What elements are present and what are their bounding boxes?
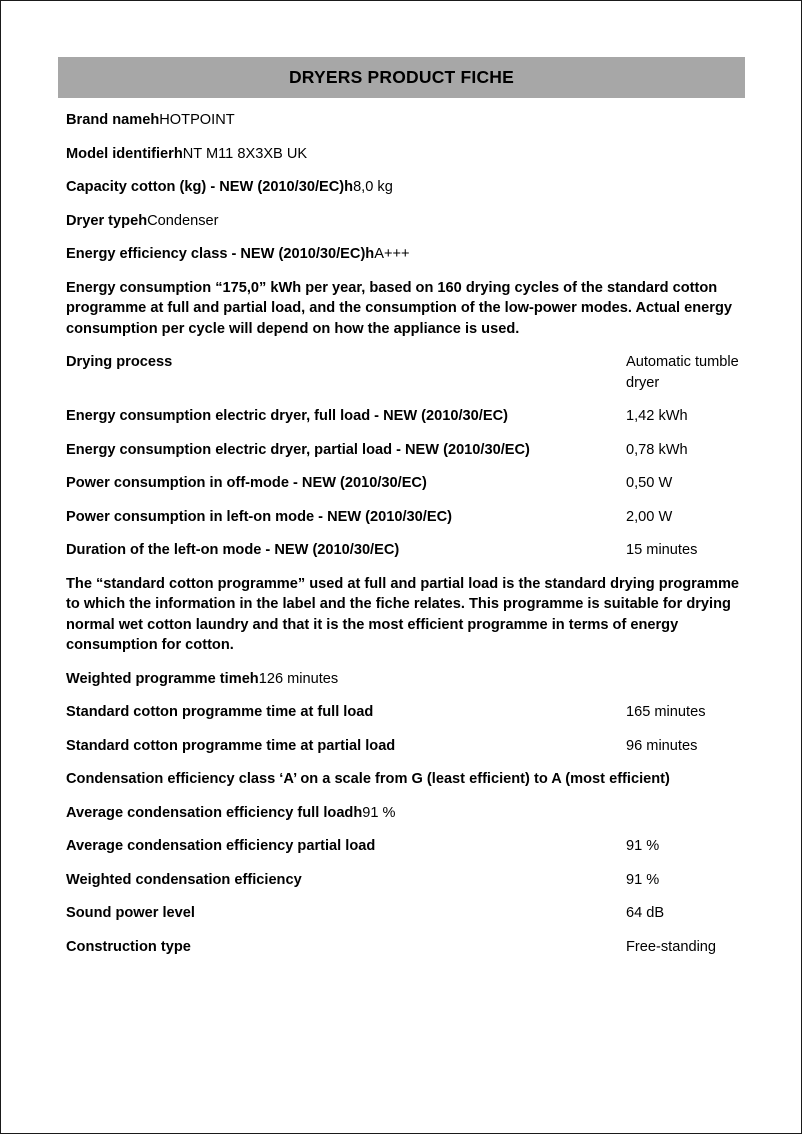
construction-type-label: Construction type xyxy=(66,938,191,955)
row-programme-time-partial-load xyxy=(66,736,744,757)
row-model-identifier xyxy=(66,144,744,165)
power-left-on-mode-label: Power consumption in left-on mode - NEW (2010/30/EC) xyxy=(66,508,452,525)
drying-process-value: Automatic tumble dryer xyxy=(626,354,739,391)
page-title: DRYERS PRODUCT FICHE xyxy=(288,67,515,87)
weighted-condensation-efficiency-label: Weighted condensation efficiency xyxy=(66,871,302,888)
programme-time-partial-load-value: 96 minutes xyxy=(626,737,698,754)
drying-process-label: Drying process xyxy=(66,354,173,370)
row-power-off-mode xyxy=(66,473,744,494)
weighted-programme-time-label: Weighted programme timeh xyxy=(66,670,259,687)
dryer-type-value: Condenser xyxy=(147,212,219,229)
energy-efficiency-class-value: A+++ xyxy=(374,246,410,262)
energy-consumption-partial-load-label: Energy consumption electric dryer, partial load - NEW (2010/30/EC) xyxy=(66,441,530,458)
fiche-content xyxy=(1,98,801,957)
row-construction-type xyxy=(66,937,744,958)
dryer-type-label: Dryer typeh xyxy=(66,212,148,229)
energy-consumption-full-load-label: Energy consumption electric dryer, full load - NEW (2010/30/EC) xyxy=(66,408,508,424)
capacity-cotton-value: 8,0 kg xyxy=(353,179,393,195)
condensation-efficiency-partial-load-value: 91 % xyxy=(626,838,660,854)
row-brand-name xyxy=(66,110,744,131)
row-weighted-condensation-efficiency xyxy=(66,870,744,891)
row-energy-consumption-partial-load xyxy=(66,440,744,461)
row-power-left-on-mode xyxy=(66,507,744,528)
sound-power-level-label: Sound power level xyxy=(66,905,195,921)
row-condensation-efficiency-full-load xyxy=(66,803,744,824)
row-weighted-programme-time xyxy=(66,669,744,690)
programme-time-full-load-label: Standard cotton programme time at full load xyxy=(66,704,374,720)
condensation-efficiency-class-paragraph: Condensation efficiency class ‘A’ on a scale from G (least efficient) to A (most efficient) xyxy=(66,771,670,787)
energy-efficiency-class-label: Energy efficiency class - NEW (2010/30/EC)h xyxy=(66,246,375,262)
row-drying-process xyxy=(66,352,744,393)
row-energy-consumption-full-load xyxy=(66,406,744,427)
brand-name-value: HOTPOINT xyxy=(159,112,235,128)
row-sound-power-level xyxy=(66,903,744,924)
programme-time-partial-load-label: Standard cotton programme time at partial load xyxy=(66,737,396,754)
energy-consumption-paragraph: Energy consumption “175,0” kWh per year, based on 160 drying cycles of the standard cotton programme at full and partial load, and the consumption of the low-power modes. Actual energy consumption per cycle will depend on how the appliance is used. xyxy=(66,279,732,337)
row-condensation-efficiency-partial-load xyxy=(66,836,744,857)
power-off-mode-value: 0,50 W xyxy=(626,475,673,491)
condensation-efficiency-partial-load-label: Average condensation efficiency partial load xyxy=(66,838,376,854)
condensation-efficiency-full-load-label: Average condensation efficiency full loadh xyxy=(66,804,363,821)
title-bar xyxy=(58,57,745,98)
energy-consumption-partial-load-value: 0,78 kWh xyxy=(626,441,688,458)
row-capacity-cotton xyxy=(66,177,744,198)
duration-left-on-mode-label: Duration of the left-on mode - NEW (2010/30/EC) xyxy=(66,542,400,558)
weighted-programme-time-value: 126 minutes xyxy=(258,670,339,687)
capacity-cotton-label: Capacity cotton (kg) - NEW (2010/30/EC)h xyxy=(66,179,354,195)
row-programme-time-full-load xyxy=(66,702,744,723)
programme-time-full-load-value: 165 minutes xyxy=(626,704,706,720)
duration-left-on-mode-value: 15 minutes xyxy=(626,542,698,558)
row-dryer-type xyxy=(66,211,744,232)
sound-power-level-value: 64 dB xyxy=(626,905,665,921)
power-left-on-mode-value: 2,00 W xyxy=(626,508,673,525)
row-duration-left-on-mode xyxy=(66,540,744,561)
energy-consumption-full-load-value: 1,42 kWh xyxy=(626,408,688,424)
power-off-mode-label: Power consumption in off-mode - NEW (2010/30/EC) xyxy=(66,475,427,491)
row-energy-efficiency-class xyxy=(66,244,744,265)
construction-type-value: Free-standing xyxy=(626,938,717,955)
model-identifier-value: NT M11 8X3XB UK xyxy=(182,145,308,162)
model-identifier-label: Model identifierh xyxy=(66,145,183,162)
brand-name-label: Brand nameh xyxy=(66,112,160,128)
condensation-efficiency-full-load-value: 91 % xyxy=(362,804,396,821)
weighted-condensation-efficiency-value: 91 % xyxy=(626,871,660,888)
standard-cotton-programme-paragraph: The “standard cotton programme” used at full and partial load is the standard drying programme to which the information in the label and the fiche relates. This programme is suitable for drying normal wet cotton laundry and that it is the most efficient programme in terms of energy consumption for cotton. xyxy=(66,575,740,653)
